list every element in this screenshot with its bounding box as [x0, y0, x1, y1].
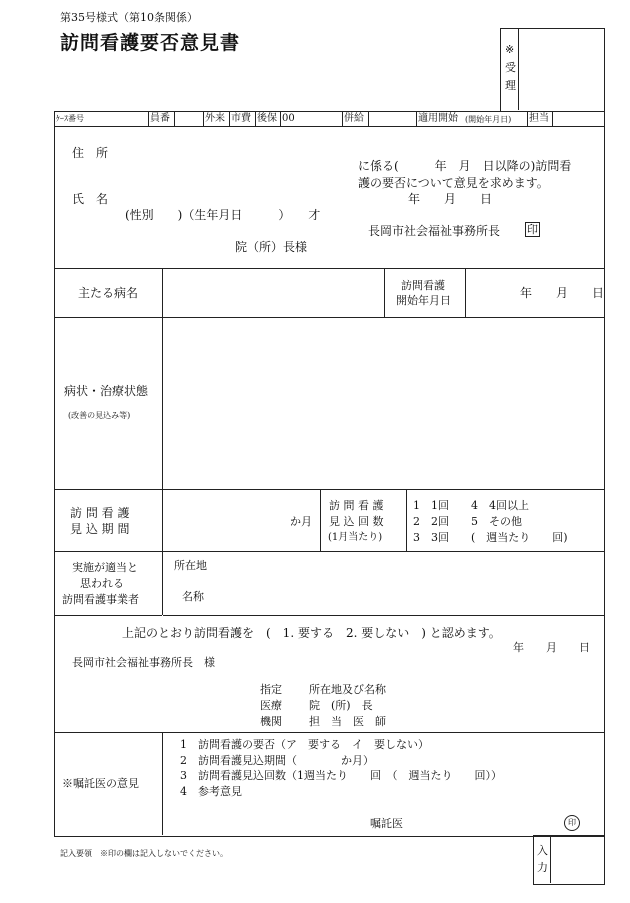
- approval-statement: 上記のとおり訪問看護を ( 1. 要する 2. 要しない ) と認めます。: [122, 626, 501, 640]
- provider-label-1: 実施が適当と: [72, 561, 138, 574]
- opinion-item-4: 4 参考意見: [180, 785, 242, 798]
- receipt-char-2: 理: [505, 79, 516, 92]
- case-number-label: ｹｰｽ番号: [56, 114, 84, 123]
- request-date: 年 月 日: [408, 192, 493, 206]
- doctor-seal-icon: 印: [564, 815, 580, 831]
- page-title: 訪問看護要否意見書: [60, 32, 241, 54]
- receipt-char-1: 受: [505, 61, 516, 74]
- gender-dob-line: (性別 )（生年月日 ） 才: [125, 208, 321, 222]
- frequency-label-3: (1月当たり): [328, 532, 383, 543]
- member-number-label: 員番: [150, 113, 170, 124]
- condition-field[interactable]: [164, 319, 600, 487]
- issuer-seal: 印: [527, 223, 538, 236]
- approval-addressee: 長岡市社会福祉事務所長 様: [72, 656, 215, 669]
- staff-label: 担当: [529, 113, 549, 124]
- sig-label-1: 指定: [260, 683, 282, 696]
- provider-location-label: 所在地: [174, 559, 207, 572]
- period-unit: か月: [290, 515, 312, 528]
- addressee-line: 院（所）長様: [235, 240, 308, 254]
- frequency-label-2: 見 込 回 数: [329, 515, 384, 528]
- condition-label: 病状・治療状態: [64, 384, 149, 398]
- diagnosis-label: 主たる病名: [78, 286, 139, 300]
- sig-label-3: 機関: [260, 715, 282, 728]
- start-date-value: 年 月 日: [520, 286, 605, 300]
- opinion-item-2: 2 訪問看護見込期間（ か月）: [180, 754, 374, 767]
- address-label: 住 所: [72, 146, 109, 160]
- frequency-option-1[interactable]: 1 1回 4 4回以上: [413, 499, 529, 512]
- start-date-label-2: 開始年月日: [396, 294, 451, 307]
- name-label: 氏 名: [72, 192, 109, 206]
- frequency-option-3[interactable]: 3 3回 ( 週当たり 回): [413, 531, 568, 544]
- start-note: (開始年月日): [465, 115, 512, 124]
- frequency-label-1: 訪 問 看 護: [329, 499, 384, 512]
- code-label: 00: [282, 113, 295, 124]
- insurance-label: 後保: [257, 113, 277, 124]
- doctor-signer-label: 嘱託医: [370, 817, 403, 830]
- frequency-option-2[interactable]: 2 2回 5 その他: [413, 515, 522, 528]
- start-label: 適用開始: [418, 113, 458, 124]
- request-line-1: に係る( 年 月 日以降の)訪問看: [358, 159, 572, 173]
- sig-value-2: 院 (所) 長: [309, 699, 373, 712]
- input-char-1: 入: [537, 844, 548, 857]
- receipt-mark: ※: [505, 43, 515, 56]
- sig-value-1: 所在地及び名称: [309, 683, 386, 696]
- doctor-opinion-label: ※嘱託医の意見: [62, 777, 139, 790]
- diagnosis-field[interactable]: [164, 270, 382, 315]
- provider-label-3: 訪問看護事業者: [62, 593, 139, 606]
- approval-date: 年 月 日: [513, 641, 590, 654]
- input-box[interactable]: [533, 835, 605, 885]
- opinion-item-1: 1 訪問看護の要否（ア 要する イ 要しない）: [180, 738, 429, 751]
- request-line-2: 護の要否について意見を求めます。: [358, 176, 549, 190]
- provider-label-2: 思われる: [80, 577, 124, 590]
- provider-name-label: 名称: [182, 590, 204, 603]
- input-char-2: 力: [537, 861, 548, 874]
- period-label-2: 見 込 期 間: [70, 522, 130, 536]
- sig-label-2: 医療: [260, 699, 282, 712]
- form-number: 第35号様式（第10条関係）: [60, 11, 198, 24]
- start-date-label-1: 訪問看護: [401, 279, 445, 292]
- condition-sublabel: (改善の見込み等): [68, 411, 131, 420]
- opinion-item-3: 3 訪問看護見込回数（1週当たり 回 （ 週当たり 回））: [180, 769, 502, 782]
- period-label-1: 訪 問 看 護: [70, 506, 130, 520]
- city-cost-label: 市費: [231, 113, 251, 124]
- combined-label: 併給: [344, 113, 364, 124]
- sig-value-3: 担 当 医 師: [309, 715, 386, 728]
- footer-note: 記入要領 ※印の欄は記入しないでください。: [60, 849, 228, 858]
- issuer-name: 長岡市社会福祉事務所長: [368, 224, 501, 238]
- outpatient-label: 外来: [205, 113, 225, 124]
